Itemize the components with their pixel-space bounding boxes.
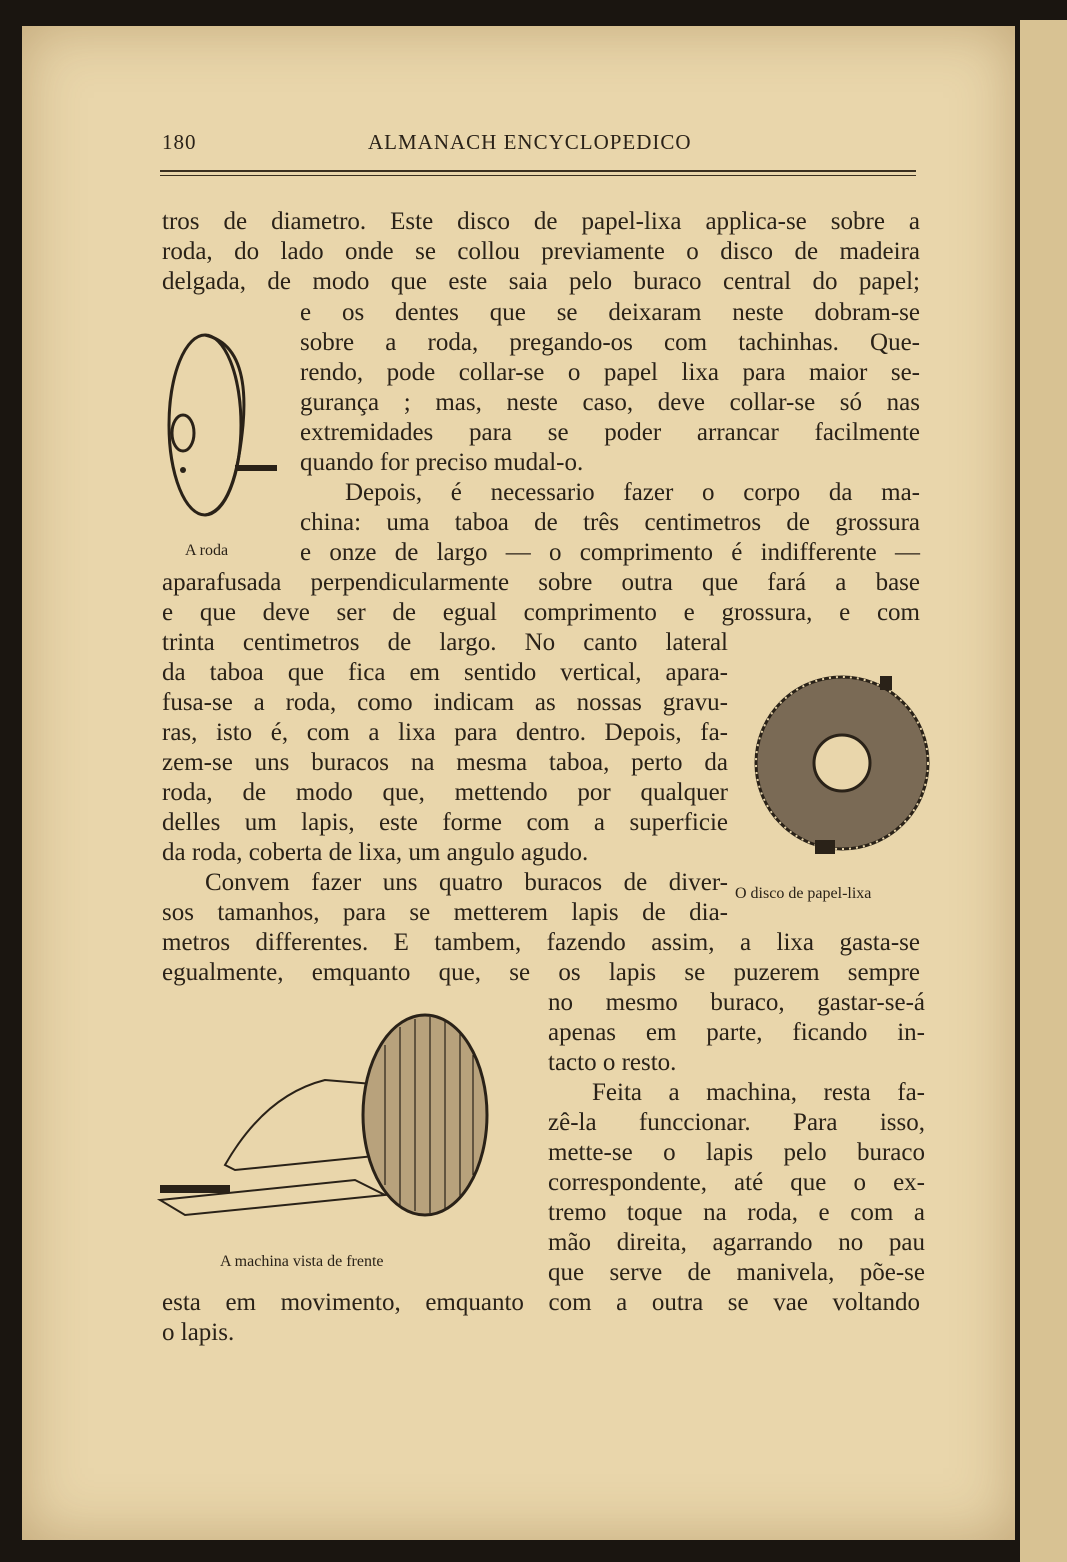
text-line: apenas em parte, ficando in-	[548, 1019, 925, 1046]
text-line: trinta centimetros de largo. No canto lateral	[162, 629, 728, 656]
text-line: gurança ; mas, neste caso, deve collar-se só nas	[300, 389, 920, 416]
header-rule	[160, 170, 916, 172]
text-line: aparafusada perpendicularmente sobre outra que fará a base	[162, 569, 920, 596]
text-line: ras, isto é, com a lixa para dentro. Depois, fa-	[162, 719, 728, 746]
text-line: da taboa que fica em sentido vertical, apara-	[162, 659, 728, 686]
text-line: egualmente, emquanto que, se os lapis se puzerem sempre	[162, 959, 920, 986]
next-page-edge	[1020, 20, 1067, 1562]
text-line: zem-se uns buracos na mesma taboa, perto da	[162, 749, 728, 776]
text-line: china: uma taboa de três centimetros de grossura	[300, 509, 920, 536]
text-line: e que deve ser de egual comprimento e grossura, e com	[162, 599, 920, 626]
text-line: rendo, pode collar-se o papel lixa para maior se-	[300, 359, 920, 386]
text-line: Depois, é necessario fazer o corpo da ma-	[345, 479, 920, 506]
sandpaper-disc-illustration	[745, 668, 945, 868]
text-line: mão direita, agarrando no pau	[548, 1229, 925, 1256]
text-line: metros differentes. E tambem, fazendo assim, a lixa gasta-se	[162, 929, 920, 956]
caption-disc: O disco de papel-lixa	[735, 885, 872, 902]
text-line: tacto o resto.	[548, 1049, 677, 1076]
page-number: 180	[162, 130, 197, 154]
header-rule	[160, 175, 916, 176]
text-line: extremidades para se poder arrancar facilmente	[300, 419, 920, 446]
text-line: zê-la funccionar. Para isso,	[548, 1109, 925, 1136]
text-line: e os dentes que se deixaram neste dobram-se	[300, 299, 920, 326]
text-line: Convem fazer uns quatro buracos de diver-	[205, 869, 728, 896]
machine-illustration	[155, 1005, 525, 1240]
text-line: roda, do lado onde se collou previamente o disco de madeira	[162, 238, 920, 265]
text-line: tremo toque na roda, e com a	[548, 1199, 925, 1226]
text-line: da roda, coberta de lixa, um angulo agudo.	[162, 839, 589, 866]
text-line: delles um lapis, este forme com a superficie	[162, 809, 728, 836]
text-line: o lapis.	[162, 1319, 235, 1346]
text-line: no mesmo buraco, gastar-se-á	[548, 989, 925, 1016]
text-line: tros de diametro. Este disco de papel-lixa applica-se sobre a	[162, 208, 920, 235]
text-line: sobre a roda, pregando-os com tachinhas. Que-	[300, 329, 920, 356]
caption-wheel: A roda	[185, 542, 229, 559]
text-line: correspondente, até que o ex-	[548, 1169, 925, 1196]
text-line: Feita a machina, resta fa-	[592, 1079, 925, 1106]
wheel-illustration	[155, 325, 285, 525]
text-line: que serve de manivela, põe-se	[548, 1259, 925, 1286]
text-line: e onze de largo — o comprimento é indifferente —	[300, 539, 920, 566]
text-line: roda, de modo que, mettendo por qualquer	[162, 779, 728, 806]
running-title: ALMANACH ENCYCLOPEDICO	[368, 130, 692, 154]
text-line: sos tamanhos, para se metterem lapis de dia-	[162, 899, 728, 926]
text-line: delgada, de modo que este saia pelo buraco central do papel;	[162, 268, 920, 295]
text-line: quando for preciso mudal-o.	[300, 449, 584, 476]
caption-machine: A machina vista de frente	[220, 1253, 384, 1270]
text-line: esta em movimento, emquanto com a outra se vae voltando	[162, 1289, 920, 1316]
text-line: fusa-se a roda, como indicam as nossas gravu-	[162, 689, 728, 716]
text-line: mette-se o lapis pelo buraco	[548, 1139, 925, 1166]
